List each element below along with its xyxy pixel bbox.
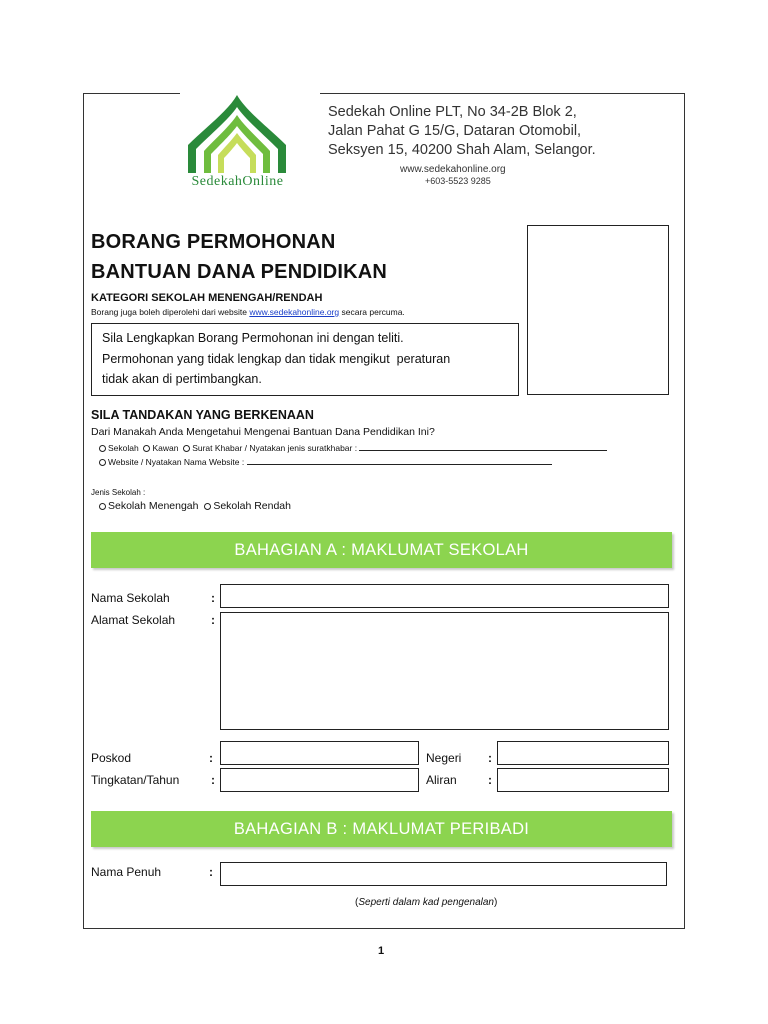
note-text: Seperti dalam kad pengenalan (358, 897, 494, 908)
website-input-line[interactable] (247, 464, 552, 465)
radio-sekolah[interactable] (99, 445, 106, 452)
school-type-options (99, 500, 291, 512)
notice-line: Sila Lengkapkan Borang Permohonan ini dengan teliti. (102, 331, 404, 345)
note-paren: ( (355, 897, 359, 908)
source-options-row1 (99, 443, 607, 453)
radio-kawan[interactable] (143, 445, 150, 452)
address-line: Jalan Pahat G 15/G, Dataran Otomobil, (328, 123, 582, 139)
colon: : (211, 773, 215, 787)
label-alamat-sekolah: Alamat Sekolah (91, 613, 176, 627)
label-negeri: Negeri (426, 751, 462, 765)
section-b-header: BAHAGIAN B : MAKLUMAT PERIBADI (91, 811, 672, 847)
aliran-field[interactable] (497, 768, 669, 792)
option-label: Sekolah Rendah (213, 500, 291, 512)
nama-sekolah-field[interactable] (220, 584, 669, 608)
label-tingkatan: Tingkatan/Tahun (91, 773, 180, 787)
colon: : (488, 751, 492, 765)
note-suffix: secara percuma. (341, 307, 405, 317)
ic-note (355, 897, 497, 908)
poskod-field[interactable] (220, 741, 419, 765)
newspaper-input-line[interactable] (359, 450, 607, 451)
radio-surat-khabar[interactable] (183, 445, 190, 452)
alamat-sekolah-field[interactable] (220, 612, 669, 730)
colon: : (488, 773, 492, 787)
label-aliran: Aliran (426, 773, 457, 787)
radio-sekolah-menengah[interactable] (99, 503, 106, 510)
label-poskod: Poskod (91, 751, 132, 765)
option-label: Sekolah (108, 443, 139, 453)
source-question: Dari Manakah Anda Mengetahui Mengenai Bantuan Dana Pendidikan Ini? (91, 426, 435, 438)
photo-box[interactable] (527, 225, 669, 395)
notice-line: Permohonan yang tidak lengkap dan tidak mengikut peraturan (102, 351, 451, 366)
website-link[interactable]: www.sedekahonline.org (249, 307, 340, 317)
colon: : (211, 591, 215, 605)
form-title-line2: BANTUAN DANA PENDIDIKAN (91, 261, 388, 283)
colon: : (211, 613, 215, 627)
logo-text: SedekahOnline (191, 174, 284, 189)
option-label: Kawan (152, 443, 179, 453)
note-paren: ) (494, 897, 498, 908)
option-label: Website / Nyatakan Nama Website : (108, 457, 245, 467)
nama-penuh-field[interactable] (220, 862, 667, 886)
radio-website[interactable] (99, 459, 106, 466)
header-website: www.sedekahonline.org (400, 164, 506, 175)
radio-sekolah-rendah[interactable] (204, 503, 211, 510)
notice-line: tidak akan di pertimbangkan. (102, 372, 262, 386)
form-title-line1: BORANG PERMOHONAN (91, 231, 336, 253)
address-line: Seksyen 15, 40200 Shah Alam, Selangor. (328, 142, 596, 158)
address-block (328, 103, 596, 160)
notice-box (91, 323, 519, 396)
note-prefix: Borang juga boleh diperolehi dari website (91, 307, 247, 317)
colon: : (209, 865, 213, 879)
dome-logo-icon (180, 93, 295, 178)
option-label: Sekolah Menengah (108, 500, 199, 512)
option-label: Surat Khabar / Nyatakan jenis suratkhabar : (192, 443, 358, 453)
label-nama-sekolah: Nama Sekolah (91, 591, 170, 605)
mark-heading: SILA TANDAKAN YANG BERKENAAN (91, 408, 314, 422)
category-label: KATEGORI SEKOLAH MENENGAH/RENDAH (91, 292, 323, 304)
header-phone: +603-5523 9285 (425, 176, 491, 186)
negeri-field[interactable] (497, 741, 669, 765)
tingkatan-field[interactable] (220, 768, 419, 792)
colon: : (209, 751, 213, 765)
school-type-label: Jenis Sekolah : (91, 488, 146, 497)
address-line: Sedekah Online PLT, No 34-2B Blok 2, (328, 104, 577, 120)
download-note (91, 307, 405, 317)
section-a-header: BAHAGIAN A : MAKLUMAT SEKOLAH (91, 532, 672, 568)
source-options-row2 (99, 457, 552, 467)
page-number: 1 (378, 945, 385, 957)
label-nama-penuh: Nama Penuh (91, 865, 162, 879)
